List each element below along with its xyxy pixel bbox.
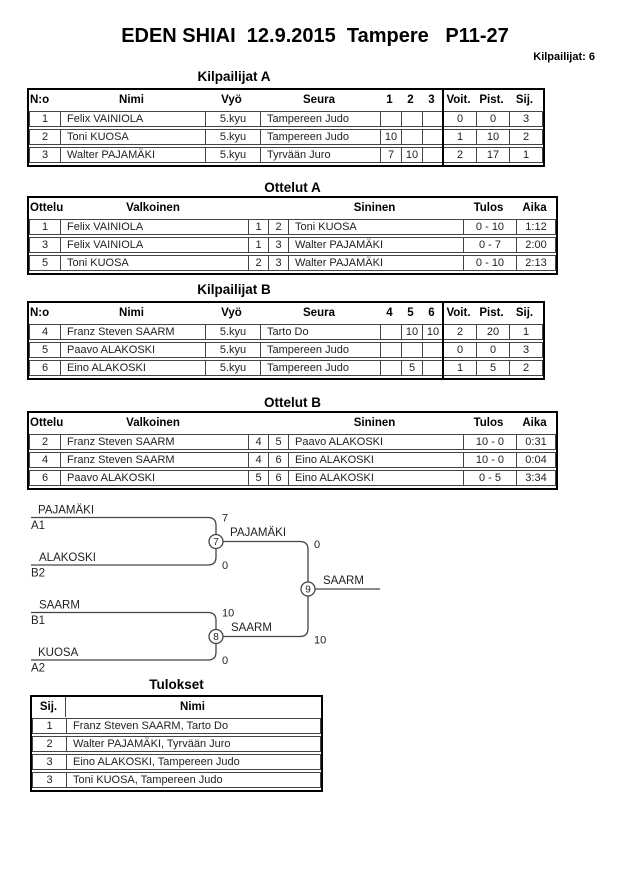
table-cell: 5 [248,471,268,485]
col-header-sij: Sij. [515,94,534,106]
table-cell: 20 [476,325,509,339]
heading-ottelut-a: Ottelut A [264,180,321,195]
table-row [29,147,543,163]
table-cell [401,112,422,126]
table-row [32,736,321,752]
table-cell: 1 [248,238,268,252]
table-cell: 6 [41,362,49,374]
header-spacer [247,413,287,433]
table-cell: Tarto Do [260,325,380,339]
table-cell: Walter PAJAMÄKI [60,148,205,162]
table-cell [380,112,401,126]
table-row [29,324,543,340]
col-header-nimi: Nimi [119,94,144,106]
col-header-1: 1 [386,94,393,106]
table-cell: 7 [380,148,401,162]
table-cell: Walter PAJAMÄKI [288,256,463,270]
table-cell: 2 [509,130,542,144]
table-cell: Tampereen Judo [260,343,380,357]
header-spacer [247,198,287,218]
sf2-bottom-seed: A2 [31,662,46,675]
col-header-valkoinen: Valkoinen [126,202,180,214]
col-header-aika: Aika [522,417,547,429]
table-cell: 5 [41,344,49,356]
score-section-divider [442,303,444,378]
table-cell [380,343,401,357]
sf2-top-score: 10 [222,607,235,620]
col-header-nimi: Nimi [65,697,319,717]
table-cell: 10 - 0 [463,435,516,449]
table-row [29,360,543,376]
table-cell: Felix VAINIOLA [60,220,248,234]
bracket-line-sf1-winner [223,542,308,582]
match-7-number: 7 [213,537,219,548]
col-header-ottelu: Ottelu [30,417,64,429]
col-header-seura: Seura [303,94,335,106]
table-cell: 0:31 [516,435,555,449]
col-header-5: 5 [407,307,414,319]
table-cell [401,343,422,357]
table-cell: Toni KUOSA, Tampereen Judo [66,773,320,787]
col-header-vyo: Vyö [221,307,242,319]
table-cell: 10 [401,325,422,339]
table-cell: 1:12 [516,220,555,234]
table-cell: Franz Steven SAARM [60,453,248,467]
table-kilpailijat-a [27,88,545,167]
col-header-ottelu: Ottelu [30,202,64,214]
heading-ottelut-b: Ottelut B [264,395,321,410]
table-ottelut-b [27,411,558,490]
table-row [32,754,321,770]
col-header-sininen: Sininen [353,202,396,214]
bracket-line-sf2-top [31,613,216,630]
table-cell: 5 [41,257,49,269]
table-cell: 0 [443,112,476,126]
col-header-sij: Sij. [39,701,58,713]
table-tulokset [30,695,323,792]
table-cell: Felix VAINIOLA [60,238,248,252]
table-cell: 10 - 0 [463,453,516,467]
match-9-number: 9 [305,584,311,596]
table-cell: 5 [401,361,422,375]
col-header-2: 2 [407,94,414,106]
col-header-seura: Seura [303,307,335,319]
col-header-4: 4 [386,307,393,319]
table-cell [401,130,422,144]
table-cell: Eino ALAKOSKI [288,471,463,485]
col-header-nimi: Nimi [119,307,144,319]
table-cell: 0 [476,112,509,126]
sf1-bottom-name: ALAKOSKI [39,552,96,564]
sf2-winner-score: 10 [314,634,327,647]
col-header-3: 3 [428,94,435,106]
competitors-count: Kilpailijat: 6 [533,51,595,63]
table-cell: 5 [476,361,509,375]
table-cell: 2 [443,325,476,339]
table-header-row [29,413,556,433]
table-cell: 5.kyu [205,112,260,126]
heading-kilpailijat-b: Kilpailijat B [197,282,271,297]
table-cell: 2 [268,220,288,234]
table-cell [422,130,443,144]
table-cell: Franz Steven SAARM [60,325,205,339]
table-cell: 5.kyu [205,130,260,144]
table-cell: 2:00 [516,238,555,252]
table-cell: 2 [443,148,476,162]
table-cell: 6 [268,471,288,485]
table-cell: 2 [41,131,49,143]
table-cell: 3 [509,112,542,126]
table-cell [422,112,443,126]
sf1-top-seed: A1 [31,520,46,532]
table-cell: Paavo ALAKOSKI [60,343,205,357]
table-row [32,718,321,734]
table-cell: 10 [401,148,422,162]
table-cell: 1 [46,720,53,732]
table-cell: 5.kyu [205,361,260,375]
col-header-pist: Pist. [479,307,504,319]
sf2-bottom-score: 0 [222,655,229,667]
table-cell: 1 [443,130,476,144]
table-cell: Tampereen Judo [260,112,380,126]
heading-kilpailijat-a: Kilpailijat A [197,69,271,84]
table-cell: 2 [248,256,268,270]
table-cell: 3 [509,343,542,357]
table-cell: Franz Steven SAARM, Tarto Do [66,719,320,733]
table-cell: Tampereen Judo [260,130,380,144]
table-cell: 0:04 [516,453,555,467]
table-cell: 6 [41,472,49,484]
table-cell: 10 [422,325,443,339]
table-cell: 2 [46,738,53,750]
col-header-nro: N:o [30,307,50,319]
table-ottelut-a [27,196,558,275]
table-cell: 0 - 10 [463,220,516,234]
table-cell [380,361,401,375]
table-cell: Tampereen Judo [260,361,380,375]
table-cell: 10 [380,130,401,144]
table-cell: Walter PAJAMÄKI, Tyrvään Juro [66,737,320,751]
bracket-diagram [22,495,442,680]
sf2-top-name: SAARM [39,599,80,612]
table-cell: 3 [268,256,288,270]
table-cell: 1 [41,113,49,125]
table-cell: 1 [41,221,49,233]
sf1-bottom-seed: B2 [31,567,46,580]
table-row [29,470,556,486]
col-header-aika: Aika [522,202,547,214]
table-cell: 2 [509,361,542,375]
table-row [29,237,556,253]
table-cell: 3 [268,238,288,252]
table-cell: Franz Steven SAARM [60,435,248,449]
table-cell: Tyrvään Juro [260,148,380,162]
table-cell: 3 [46,774,53,786]
col-header-sininen: Sininen [353,417,396,429]
table-cell: 2:13 [516,256,555,270]
table-cell: 3 [41,239,49,251]
table-cell: 1 [248,220,268,234]
table-row [29,129,543,145]
table-cell: 1 [443,361,476,375]
table-cell: 4 [248,453,268,467]
table-cell: Walter PAJAMÄKI [288,238,463,252]
table-cell: 2 [41,436,49,448]
table-cell: 1 [509,325,542,339]
table-cell: 4 [248,435,268,449]
medal-bracket [22,495,442,680]
table-header-row [29,90,543,110]
table-kilpailijat-b [27,301,545,380]
table-row [29,219,556,235]
bracket-line-sf1-top [31,518,216,535]
col-header-voit: Voit. [446,94,471,106]
table-row [32,772,321,788]
table-cell: 6 [268,453,288,467]
table-row [29,452,556,468]
table-cell: Felix VAINIOLA [60,112,205,126]
table-cell [422,343,443,357]
score-section-divider [442,90,444,165]
sf2-winner-name: SAARM [231,622,272,634]
table-cell: Eino ALAKOSKI, Tampereen Judo [66,755,320,769]
col-header-nro: N:o [30,94,50,106]
table-cell: 5.kyu [205,325,260,339]
table-cell: 4 [41,326,49,338]
table-cell: Eino ALAKOSKI [60,361,205,375]
table-cell: 10 [476,130,509,144]
table-cell: Toni KUOSA [60,130,205,144]
heading-tulokset: Tulokset [149,677,204,692]
table-row [29,111,543,127]
table-header-row [29,303,543,323]
table-header-row [29,198,556,218]
table-row [29,434,556,450]
table-cell: Toni KUOSA [60,256,248,270]
col-header-tulos: Tulos [473,417,504,429]
sf2-bottom-name: KUOSA [38,647,79,659]
table-cell: 0 [476,343,509,357]
col-header-pist: Pist. [479,94,504,106]
table-cell: 1 [509,148,542,162]
page-title: EDEN SHIAI 12.9.2015 Tampere P11-27 [121,25,509,47]
sf1-top-name: PAJAMÄKI [38,504,95,517]
col-header-vyo: Vyö [221,94,242,106]
table-header-row [32,697,321,717]
table-cell: 3 [46,756,53,768]
table-cell: 17 [476,148,509,162]
col-header-sij: Sij. [515,307,534,319]
table-cell: 0 - 5 [463,471,516,485]
table-cell: 5.kyu [205,148,260,162]
col-header-6: 6 [428,307,435,319]
table-cell [380,325,401,339]
table-cell: Paavo ALAKOSKI [60,471,248,485]
table-cell: 0 - 7 [463,238,516,252]
table-cell: Eino ALAKOSKI [288,453,463,467]
match-8-number: 8 [213,632,219,643]
table-cell: Paavo ALAKOSKI [288,435,463,449]
sf1-winner-name: PAJAMÄKI [230,527,287,539]
table-cell: 3:34 [516,471,555,485]
table-cell [422,361,443,375]
col-header-tulos: Tulos [473,202,504,214]
sf1-top-score: 7 [222,512,229,525]
table-row [29,342,543,358]
table-cell: Toni KUOSA [288,220,463,234]
sf1-winner-score: 0 [314,539,321,551]
table-cell: 5.kyu [205,343,260,357]
sf2-top-seed: B1 [31,615,46,627]
table-cell: 5 [268,435,288,449]
table-cell: 0 - 10 [463,256,516,270]
table-cell: 0 [443,343,476,357]
col-header-valkoinen: Valkoinen [126,417,180,429]
sf1-bottom-score: 0 [222,560,229,572]
table-cell [422,148,443,162]
table-cell: 3 [41,149,49,161]
col-header-voit: Voit. [446,307,471,319]
table-cell: 4 [41,454,49,466]
table-row [29,255,556,271]
final-winner-name: SAARM [323,575,364,587]
